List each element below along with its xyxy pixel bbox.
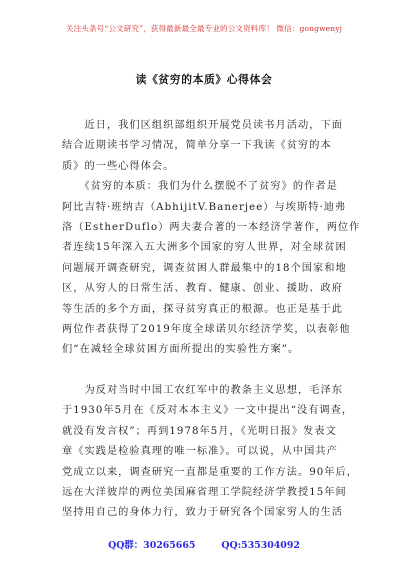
paragraph-spacer (62, 361, 352, 381)
body-line: 质》的一些心得体会。 (62, 160, 175, 172)
body-line: 者连续15年深入五大洲多个国家的穷人世界，对全球贫困 (62, 242, 347, 254)
body-line: 就没有发言权”；再到1978年5月，《光明日报》发表文 (62, 425, 337, 437)
body-line: 两位作者获得了2019年度全球诺贝尔经济学奖，以表彰他 (62, 323, 351, 335)
document-title: 读《贫穷的本质》心得体会 (135, 73, 273, 86)
body-line: 阿比吉特·班纳吉（AbhijitV.Banerjee）与埃斯特·迪弗 (62, 201, 347, 213)
body-line: 坚持用自己的身体力行，致力于研究各个国家穷人的生活 (62, 507, 343, 519)
document-body (62, 116, 361, 524)
body-line: 结合近期读书学习情况，简单分享一下我读《贫穷的本 (62, 140, 332, 152)
body-line: 问题展开调查研究，调查贫困人群最集中的18个国家和地 (62, 262, 347, 274)
footer-contact (0, 537, 408, 551)
footer-qq: QQ:535304092 (221, 540, 300, 551)
body-line: 章《实践是检验真理的唯一标准》。可以说，从中国共产 (62, 446, 338, 458)
body-line: 远在大洋彼岸的两位美国麻省理工学院经济学教授15年间 (62, 487, 347, 499)
body-line: 党成立以来，调查研究一直都是重要的工作方法。90年后， (62, 466, 358, 478)
body-line: 区，从穷人的日常生活、教育、健康、创业、援助、政府 (62, 283, 343, 295)
body-line: 《贫穷的本质：我们为什么摆脱不了贫穷》的作者是 (62, 181, 338, 193)
body-line: 于1930年5月在《反对本本主义》一文中提出“没有调查， (62, 405, 354, 417)
footer-qq-group: QQ群：30265665 (108, 540, 196, 551)
body-line: 等生活的多个方面，探寻贫穷真正的根源。也正是基于此 (62, 303, 343, 315)
body-line: 近日，我们区组织部组织开展党员读书月活动，下面 (62, 120, 343, 131)
body-line: 为反对当时中国工农红军中的教条主义思想，毛泽东 (62, 385, 343, 397)
body-line: 洛（EstherDuflo）两夫妻合著的一本经济学著作，两位作 (62, 221, 361, 233)
body-line: 们“在减轻全球贫困方面所提出的实验性方案”。 (62, 344, 300, 356)
header-promo-text: 关注头条号“公文研究”，获得最新最全最专业的公文资料库！ 微信：gongwenyj (65, 24, 343, 33)
